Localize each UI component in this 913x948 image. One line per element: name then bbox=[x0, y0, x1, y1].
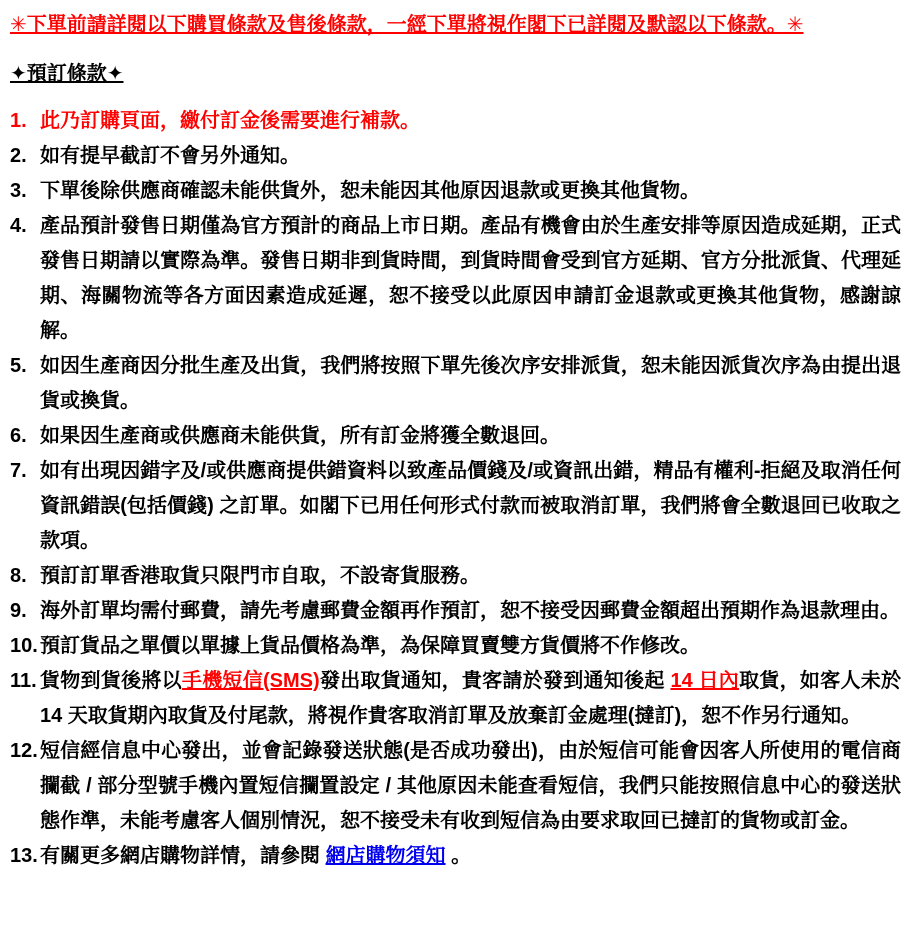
term-text-segment: 取貨，如客人未於 14 天取貨期內取貨及付尾款，將視作貴客取消訂單及放棄訂金處理(撻訂)，恕不作另行通知。 bbox=[40, 670, 901, 727]
term-text: 如因生產商因分批生產及出貨，我們將按照下單先後次序安排派貨，恕未能因派貨次序為由提出退貨或換貨。 bbox=[40, 355, 901, 412]
term-text-segment: 有關更多網店購物詳情，請參閱 bbox=[40, 845, 326, 867]
term-text: 下單後除供應商確認未能供貨外，恕未能因其他原因退款或更換其他貨物。 bbox=[40, 180, 700, 202]
term-item-6 bbox=[10, 419, 901, 454]
term-text: 短信經信息中心發出，並會記錄發送狀態(是否成功發出)，由於短信可能會因客人所使用的電信商攔截 / 部分型號手機內置短信攔置設定 / 其他原因未能查看短信，我們只能按照信息中心的發送狀態作準，未能考慮客人個別情況，恕不接受未有收到短信為由要求取回已撻訂的貨物或訂金。 bbox=[40, 740, 901, 832]
term-item-5 bbox=[10, 349, 901, 419]
term-text: 預訂貨品之單價以單據上貨品價格為準，為保障買賣雙方貨價將不作修改。 bbox=[40, 635, 700, 657]
term-number: 3. bbox=[10, 180, 27, 202]
term-text-segment: 發出取貨通知，貴客請於發到通知後起 bbox=[319, 670, 671, 692]
term-item-10 bbox=[10, 629, 901, 664]
term-text: 此乃訂購頁面，繳付訂金後需要進行補款。 bbox=[40, 110, 420, 132]
term-item-12 bbox=[10, 734, 901, 839]
section-title: ✦預訂條款✦ bbox=[10, 63, 124, 85]
term-text bbox=[40, 839, 901, 874]
term-item-9 bbox=[10, 594, 901, 629]
term-item-3 bbox=[10, 174, 901, 209]
term-item-8 bbox=[10, 559, 901, 594]
term-item-2 bbox=[10, 139, 901, 174]
term-text: 如果因生產商或供應商未能供貨，所有訂金將獲全數退回。 bbox=[40, 425, 560, 447]
term-number: 4. bbox=[10, 215, 27, 237]
term-item-7 bbox=[10, 454, 901, 559]
term-text-segment: 貨物到貨後將以 bbox=[40, 670, 182, 692]
term-text: 海外訂單均需付郵費，請先考慮郵費金額再作預訂，恕不接受因郵費金額超出預期作為退款理由。 bbox=[40, 600, 900, 622]
term-number: 9. bbox=[10, 600, 27, 622]
sms-highlight: 手機短信(SMS) bbox=[181, 670, 320, 692]
term-text-segment: 。 bbox=[445, 845, 472, 867]
term-number: 13. bbox=[10, 845, 38, 867]
warning-header: ✳下單前請詳閱以下購買條款及售後條款，一經下單將視作閣下已詳閱及默認以下條款。✳ bbox=[10, 14, 804, 36]
term-number: 12. bbox=[10, 740, 38, 762]
shop-guide-link[interactable]: 網店購物須知 bbox=[325, 845, 446, 867]
term-number: 5. bbox=[10, 355, 27, 377]
term-number: 2. bbox=[10, 145, 27, 167]
term-item-11 bbox=[10, 664, 901, 734]
term-number: 11. bbox=[10, 670, 37, 692]
term-text: 預訂訂單香港取貨只限門市自取，不設寄貨服務。 bbox=[40, 565, 480, 587]
term-item-1 bbox=[10, 104, 901, 139]
pickup-deadline-highlight: 14 日內 bbox=[670, 670, 740, 692]
terms-list bbox=[10, 104, 901, 874]
term-text: 產品預計發售日期僅為官方預計的商品上市日期。產品有機會由於生產安排等原因造成延期，正式發售日期請以實際為準。發售日期非到貨時間，到貨時間會受到官方延期、官方分批派貨、代理延期、海關物流等各方面因素造成延遲，恕不接受以此原因申請訂金退款或更換其他貨物，感謝諒解。 bbox=[40, 215, 901, 342]
term-number: 1. bbox=[10, 110, 27, 132]
term-item-4 bbox=[10, 209, 901, 349]
term-text: 如有提早截訂不會另外通知。 bbox=[40, 145, 300, 167]
term-number: 7. bbox=[10, 460, 27, 482]
term-number: 10. bbox=[10, 635, 38, 657]
term-text: 如有出現因錯字及/或供應商提供錯資料以致產品價錢及/或資訊出錯，精品有權利-拒絕及取消任何資訊錯誤(包括價錢) 之訂單。如閣下已用任何形式付款而被取消訂單，我們將會全數退回已收取之款項。 bbox=[40, 460, 901, 552]
term-text bbox=[40, 664, 901, 734]
term-number: 8. bbox=[10, 565, 27, 587]
term-number: 6. bbox=[10, 425, 27, 447]
term-item-13 bbox=[10, 839, 901, 874]
